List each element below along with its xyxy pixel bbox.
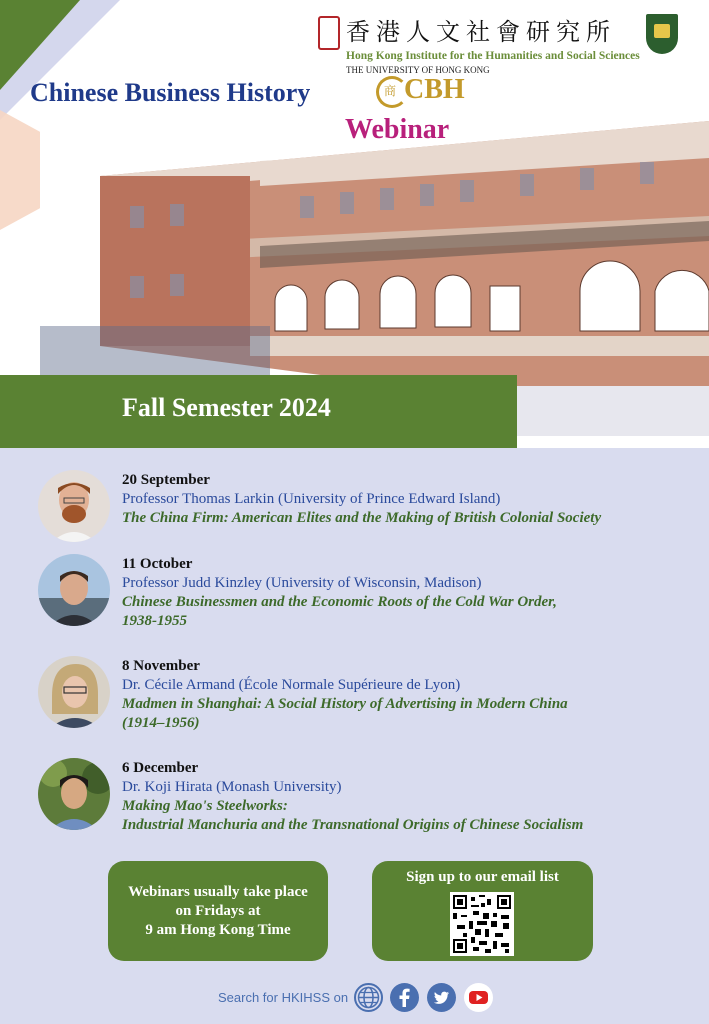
talk-date: 8 November: [122, 658, 200, 674]
talk-details: [122, 470, 709, 528]
institute-name-en: Hong Kong Institute for the Humanities and Social Sciences: [346, 50, 640, 62]
institute-seal-icon: [318, 16, 340, 50]
talk-title-line2: Industrial Manchuria and the Transnational Origins of Chinese Socialism: [122, 817, 584, 833]
signup-box[interactable]: [372, 861, 593, 961]
signup-label: Sign up to our email list: [406, 869, 559, 885]
page-title: Chinese Business History: [30, 78, 311, 107]
talk-speaker: Professor Judd Kinzley (University of Wisconsin, Madison): [122, 575, 482, 591]
talk-title-line2: (1914–1956): [122, 715, 200, 731]
talk-title-line2: 1938-1955: [122, 613, 187, 629]
speaker-photo: [38, 758, 110, 830]
talk-details: [122, 656, 709, 733]
speaker-photo: [38, 470, 110, 542]
footer-text: Search for HKIHSS on: [218, 990, 349, 1005]
talk-title-line1: Making Mao's Steelworks:: [122, 798, 288, 814]
globe-icon[interactable]: [354, 983, 383, 1012]
webinar-subtitle: Webinar: [345, 114, 450, 145]
talk-item: [38, 758, 698, 838]
schedule-line: on Fridays at: [175, 903, 261, 919]
talk-title-line1: Chinese Businessmen and the Economic Roots of the Cold War Order,: [122, 594, 557, 610]
decor-triangle-green: [0, 0, 80, 90]
talk-item: [38, 656, 698, 736]
talk-title-line1: Madmen in Shanghai: A Social History of Advertising in Modern China: [122, 696, 568, 712]
youtube-icon[interactable]: [464, 983, 493, 1012]
schedule-info-box: [108, 861, 328, 961]
talk-title: The China Firm: American Elites and the Making of British Colonial Society: [122, 510, 602, 526]
talk-speaker: Dr. Koji Hirata (Monash University): [122, 779, 342, 795]
schedule-line: Webinars usually take place: [128, 884, 308, 900]
university-name: THE UNIVERSITY OF HONG KONG: [346, 65, 490, 75]
facebook-icon[interactable]: [390, 983, 419, 1012]
institute-logo[interactable]: [318, 12, 703, 75]
talk-details: [122, 758, 709, 835]
talk-date: 11 October: [122, 556, 193, 572]
cbh-logo-inner: 商: [384, 84, 397, 98]
talk-details: [122, 554, 709, 631]
cbh-logo: [376, 72, 465, 112]
institute-name-cn: 香港人文社會研究所: [346, 18, 616, 46]
talk-speaker: Professor Thomas Larkin (University of Prince Edward Island): [122, 491, 501, 507]
talk-date: 20 September: [122, 472, 210, 488]
talk-date: 6 December: [122, 760, 199, 776]
qr-code-icon[interactable]: [450, 892, 514, 956]
university-crest-icon: [646, 14, 678, 54]
speaker-photo: [38, 656, 110, 728]
semester-banner: [0, 375, 517, 448]
footer-social: [218, 983, 518, 1015]
twitter-icon[interactable]: [427, 983, 456, 1012]
header-area: [0, 0, 709, 448]
schedule-line: 9 am Hong Kong Time: [145, 922, 291, 938]
speaker-photo: [38, 554, 110, 626]
talk-item: [38, 470, 698, 542]
talk-speaker: Dr. Cécile Armand (École Normale Supérieure de Lyon): [122, 677, 461, 693]
semester-label: Fall Semester 2024: [122, 393, 331, 422]
talk-item: [38, 554, 698, 634]
cbh-logo-text: CBH: [404, 74, 465, 105]
